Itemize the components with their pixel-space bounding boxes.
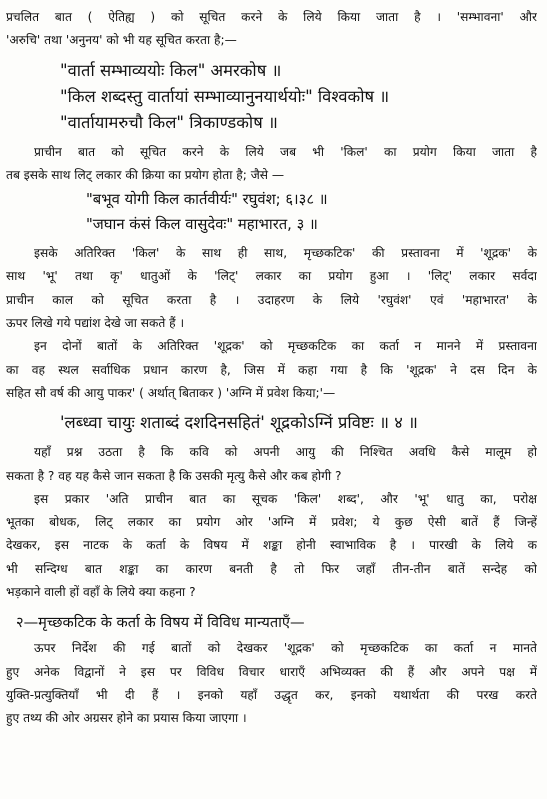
verse-quote: "बभूव योगी किल कार्तवीर्यः" रघुवंश; ६।३८ ॥ xyxy=(86,191,328,209)
text-line: यहाँ प्रश्न उठता है कि कवि को अपनी आयु की निश्चित अवधि कैसे मालूम हो xyxy=(34,445,537,460)
text-line: का वह स्थल सर्वाधिक प्रधान कारण है, जिस में कहा गया है कि 'शूद्रक' ने दस दिन के xyxy=(6,362,537,377)
text-line: युक्ति-प्रत्युक्तियाँ भी दी हैं । इनको यहाँ उद्धृत कर, इनको यथार्थता की परख करते xyxy=(6,687,537,702)
verse-quote: "जघान कंसं किल वासुदेवः" महाभारत, ३ ॥ xyxy=(86,216,318,234)
text-line: इसके अतिरिक्त 'किल' के साथ ही साथ, मृच्छकटिक' की प्रस्तावना में 'शूद्रक' के xyxy=(34,246,537,261)
text-line: 'अरुचि' तथा 'अनुनय' को भी यह सूचित करता है;— xyxy=(6,33,237,48)
text-line: सकता है ? वह यह कैसे जान सकता है कि उसकी मृत्यु कैसे और कब होगी ? xyxy=(6,468,342,483)
text-line: इन दोनों बातों के अतिरिक्त 'शूद्रक' को मृच्छकटिक का कर्ता न मानने में प्रस्तावना xyxy=(34,339,537,354)
verse-quote: "किल शब्दस्तु वार्तायां सम्भाव्यानुनयार्थयोः" विश्वकोष ॥ xyxy=(60,86,390,106)
text-line: भूतका बोधक, लिट् लकार का प्रयोग ओर 'अग्नि में प्रवेश; ये कुछ ऐसी बातें हैं जिन्हें xyxy=(6,515,537,530)
text-line: भड़काने वाली हों वहाँ के लिये क्या कहना ? xyxy=(6,585,196,600)
text-line: सहित सौ वर्ष की आयु पाकर' ( अर्थात् बिताकर ) 'अग्नि में प्रवेश किया;'— xyxy=(6,385,336,400)
text-line: प्रचलित बात ( ऐतिह्य ) को सूचित करने के लिये किया जाता है । 'सम्भावना' और xyxy=(6,10,537,24)
verse-quote: 'लब्ध्वा चायुः शताब्दं दशदिनसहितं' शूद्रकोऽग्निं प्रविष्टः ॥ ४ ॥ xyxy=(60,413,418,433)
text-line: हुए अनेक विद्वानों ने इस पर विविध विचार धाराएँ अभिव्यक्त की हैं और अपने पक्ष में xyxy=(6,664,537,679)
text-line: देखकर, इस नाटक के कर्ता के विषय में शङ्का होनी स्वाभाविक है । पारखी के लिये क xyxy=(6,538,537,553)
text-line: तब इसके साथ लिट् लकार की क्रिया का प्रयोग होता है; जैसे — xyxy=(6,167,285,182)
text-line: ऊपर निर्देश की गई बातों को देखकर 'शूद्रक' को मृच्छकटिक का कर्ता न मानते xyxy=(34,641,537,656)
text-line: इस प्रकार 'अति प्राचीन बात का सूचक 'किल' शब्द', और 'भू' धातु का, परोक्ष xyxy=(34,491,537,506)
text-line: प्राचीन काल को सूचित करता है । उदाहरण के लिये 'रघुवंश' एवं 'महाभारत' के xyxy=(6,292,537,307)
section-heading: २—मृच्छकटिक के कर्ता के विषय में विविध मान्यताएँ— xyxy=(16,614,305,632)
text-line: भी सन्दिग्ध बात शङ्का का कारण बनती है तो फिर जहाँ तीन-तीन बातें सन्देह को xyxy=(6,561,537,576)
text-line: प्राचीन बात को सूचित करने के लिये जब भी 'किल' का प्रयोग किया जाता है xyxy=(34,144,537,159)
text-line: हुए तथ्य की ओर अग्रसर होने का प्रयास किया जाएगा । xyxy=(6,711,247,726)
verse-quote: "वार्ता सम्भाव्ययोः किल" अमरकोष ॥ xyxy=(60,60,282,80)
text-line: ऊपर लिखे गये पद्यांश देखे जा सकते हैं । xyxy=(6,316,185,331)
verse-quote: "वार्तायामरुचौ किल" त्रिकाण्डकोष ॥ xyxy=(60,112,278,132)
text-line: साथ 'भू' तथा कृ' धातुओं के 'लिट्' लकार का प्रयोग हुआ । 'लिट्' लकार सर्वदा xyxy=(6,269,537,284)
